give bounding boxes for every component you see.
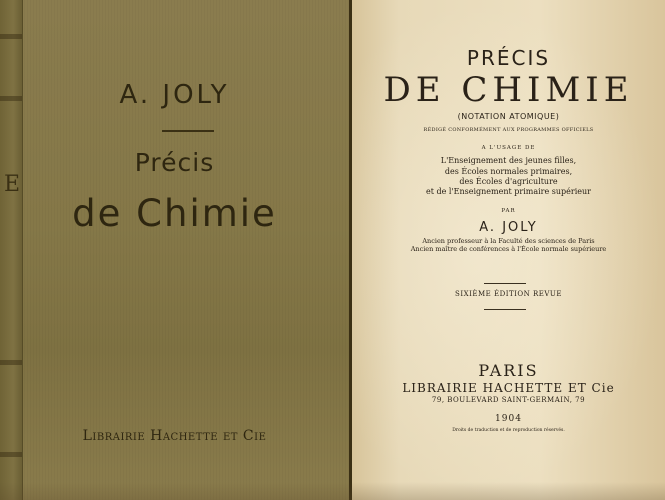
audience-line: des Écoles normales primaires, [444,167,573,176]
usage-label: A L'USAGE DE [481,145,536,151]
rights-notice: Droits de traduction et de reproduction réservés. [452,428,565,433]
publisher-address: 79, BOULEVARD SAINT-GERMAIN, 79 [431,396,586,404]
author-name: A. JOLY [479,220,538,235]
curriculum-note: RÉDIGÉ CONFORMÉMENT AUX PROGRAMMES OFFICIELS [423,127,594,133]
edition-label: SIXIÈME ÉDITION REVUE [455,290,562,298]
spine-letter: E [4,172,21,197]
cover-author: A. JOLY [119,80,230,110]
publication-city: PARIS [478,361,539,380]
cover-publisher: Librairie Hachette et Cie [82,428,267,444]
publisher-name: LIBRAIRIE HACHETTE ET Cie [402,381,615,395]
spine-band [0,34,22,39]
cover-title-line2: de Chimie [72,192,277,235]
edition-rule-bottom [484,309,526,310]
by-label: PAR [501,208,516,214]
title-page [352,0,665,500]
audience-line: et de l'Enseignement primaire supérieur [425,187,591,196]
book-spine [0,0,23,500]
title-line1: PRÉCIS [466,46,551,70]
audience-line: L'Enseignement des jeunes filles, [440,156,577,165]
spine-band [0,452,22,457]
publication-year: 1904 [495,414,522,424]
audience-line: des Écoles d'agriculture [459,177,558,186]
title-line2: DE CHIMIE [383,70,634,110]
cover-title-line1: Précis [134,148,215,177]
cover-divider [162,130,214,132]
author-credential: Ancien professeur à la Faculté des sciences de Paris [422,237,595,245]
author-credential: Ancien maître de conférences à l'École normale supérieure [410,245,607,253]
edition-rule-top [484,283,526,284]
spine-band [0,360,22,365]
subtitle: (NOTATION ATOMIQUE) [457,112,560,121]
